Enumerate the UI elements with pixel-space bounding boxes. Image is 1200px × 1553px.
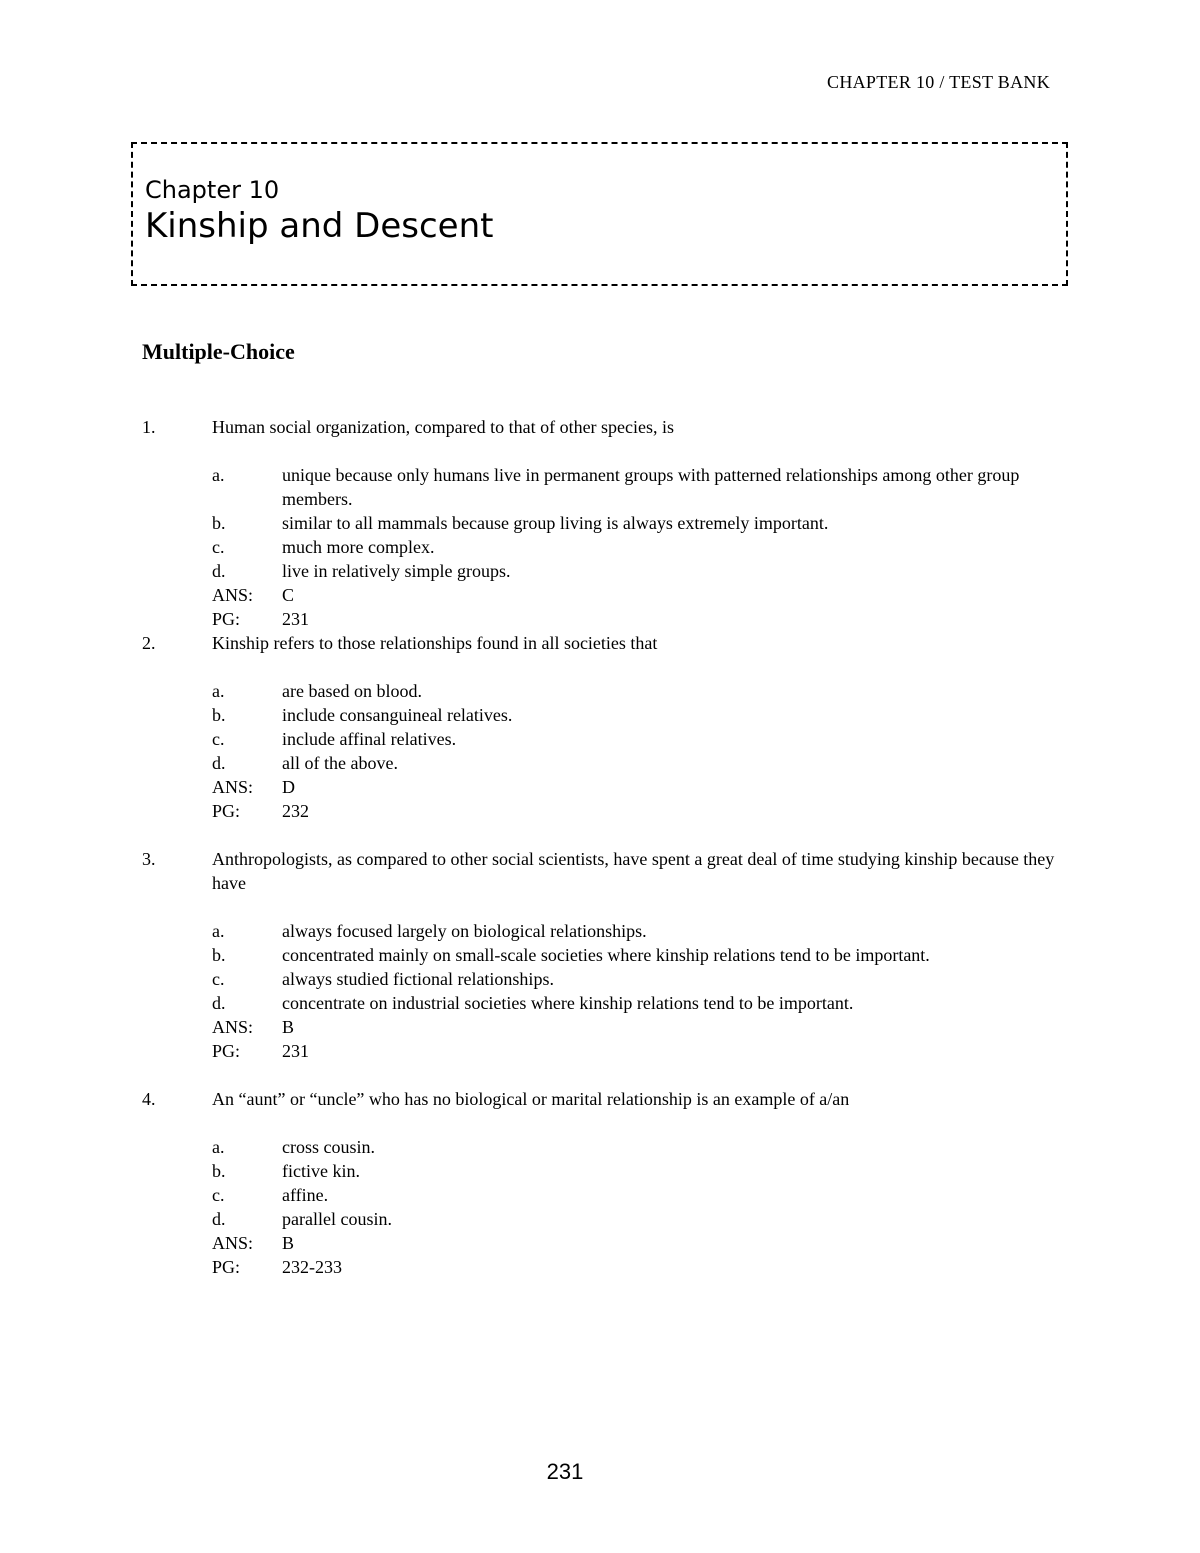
choice-text: are based on blood. xyxy=(282,681,422,701)
choice-label: c. xyxy=(212,537,225,557)
choice-c xyxy=(212,967,1062,991)
choice-b xyxy=(212,943,1062,967)
page-ref-label: PG: xyxy=(212,609,241,629)
choice-c xyxy=(212,727,1062,751)
chapter-title: Kinship and Descent xyxy=(145,206,494,246)
page-ref-value: 231 xyxy=(282,609,309,629)
page-ref-value: 232-233 xyxy=(282,1257,342,1277)
choice-text: always studied fictional relationships. xyxy=(282,969,554,989)
answer-label: ANS: xyxy=(212,1017,254,1037)
running-header: CHAPTER 10 / TEST BANK xyxy=(827,72,1050,92)
chapter-title-box xyxy=(131,142,1068,286)
answer-label: ANS: xyxy=(212,777,254,797)
choice-label: b. xyxy=(212,945,226,965)
chapter-number: Chapter 10 xyxy=(145,176,280,204)
choice-text: unique because only humans live in permanent groups with patterned relationships among other group members. xyxy=(282,465,1020,509)
choice-list xyxy=(142,919,1062,1063)
choice-text: much more complex. xyxy=(282,537,435,557)
choice-text: cross cousin. xyxy=(282,1137,375,1157)
choice-label: c. xyxy=(212,729,225,749)
choice-text: all of the above. xyxy=(282,753,398,773)
page-ref-row xyxy=(212,1039,1062,1063)
choice-b xyxy=(212,1159,1062,1183)
choice-a xyxy=(212,1135,1062,1159)
choice-text: live in relatively simple groups. xyxy=(282,561,511,581)
choice-label: b. xyxy=(212,1161,226,1181)
question-stem: An “aunt” or “uncle” who has no biological or marital relationship is an example of a/an xyxy=(212,1089,850,1109)
page-number: 231 xyxy=(546,1459,584,1484)
answer-value: B xyxy=(282,1017,295,1037)
page-ref-value: 231 xyxy=(282,1041,309,1061)
section-heading: Multiple-Choice xyxy=(142,339,295,364)
choice-label: d. xyxy=(212,1209,226,1229)
question-2 xyxy=(142,631,1062,823)
answer-label: ANS: xyxy=(212,1233,254,1253)
choice-a xyxy=(212,919,1062,943)
choice-b xyxy=(212,511,1062,535)
choice-c xyxy=(212,1183,1062,1207)
choice-label: d. xyxy=(212,561,226,581)
choice-label: d. xyxy=(212,993,226,1013)
question-number: 1. xyxy=(142,417,156,437)
answer-value: C xyxy=(282,585,295,605)
choice-list xyxy=(142,679,1062,823)
choice-label: a. xyxy=(212,1137,225,1157)
choice-text: concentrate on industrial societies where kinship relations tend to be important. xyxy=(282,993,854,1013)
choice-d xyxy=(212,559,1062,583)
choice-label: c. xyxy=(212,1185,225,1205)
choice-a xyxy=(212,463,1062,511)
choice-text: fictive kin. xyxy=(282,1161,360,1181)
question-list xyxy=(142,415,1062,1303)
choice-text: parallel cousin. xyxy=(282,1209,392,1229)
choice-text: include consanguineal relatives. xyxy=(282,705,513,725)
page-ref-label: PG: xyxy=(212,1041,241,1061)
choice-text: concentrated mainly on small-scale societies where kinship relations tend to be important. xyxy=(282,945,930,965)
page-ref-row xyxy=(212,607,1062,631)
question-stem: Human social organization, compared to that of other species, is xyxy=(212,417,675,437)
choice-label: a. xyxy=(212,465,225,485)
choice-list xyxy=(142,1135,1062,1279)
answer-label: ANS: xyxy=(212,585,254,605)
page-ref-value: 232 xyxy=(282,801,309,821)
choice-d xyxy=(212,751,1062,775)
question-number: 3. xyxy=(142,849,156,869)
question-number: 4. xyxy=(142,1089,156,1109)
choice-text: affine. xyxy=(282,1185,329,1205)
choice-label: c. xyxy=(212,969,225,989)
answer-value: D xyxy=(282,777,295,797)
question-1 xyxy=(142,415,1062,631)
choice-b xyxy=(212,703,1062,727)
choice-label: a. xyxy=(212,681,225,701)
answer-row xyxy=(212,583,1062,607)
answer-row xyxy=(212,1231,1062,1255)
page-ref-row xyxy=(212,1255,1062,1279)
choice-text: similar to all mammals because group living is always extremely important. xyxy=(282,513,829,533)
page-ref-label: PG: xyxy=(212,801,241,821)
answer-value: B xyxy=(282,1233,295,1253)
choice-text: include affinal relatives. xyxy=(282,729,457,749)
choice-label: a. xyxy=(212,921,225,941)
page-ref-label: PG: xyxy=(212,1257,241,1277)
choice-label: b. xyxy=(212,513,226,533)
choice-label: b. xyxy=(212,705,226,725)
page-ref-row xyxy=(212,799,1062,823)
question-number: 2. xyxy=(142,633,156,653)
choice-d xyxy=(212,991,1062,1015)
question-stem: Kinship refers to those relationships found in all societies that xyxy=(212,633,658,653)
question-3 xyxy=(142,847,1062,1063)
choice-c xyxy=(212,535,1062,559)
choice-a xyxy=(212,679,1062,703)
question-stem: Anthropologists, as compared to other social scientists, have spent a great deal of time studying kinship because they have xyxy=(212,849,1055,893)
question-4 xyxy=(142,1087,1062,1279)
choice-d xyxy=(212,1207,1062,1231)
choice-label: d. xyxy=(212,753,226,773)
choice-list xyxy=(142,463,1062,631)
answer-row xyxy=(212,775,1062,799)
choice-text: always focused largely on biological relationships. xyxy=(282,921,647,941)
answer-row xyxy=(212,1015,1062,1039)
